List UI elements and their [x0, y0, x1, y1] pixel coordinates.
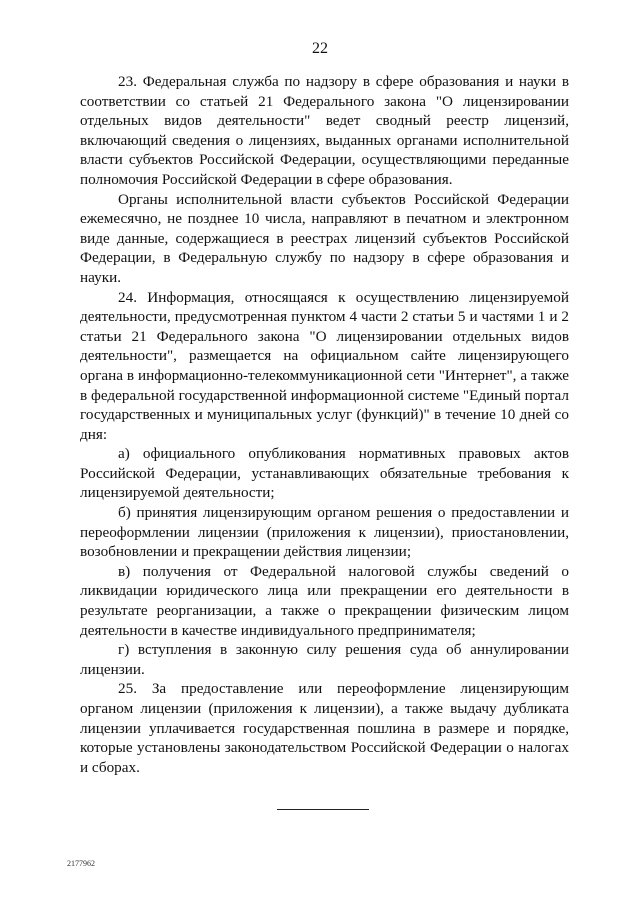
list-item-v: в) получения от Федеральной налоговой службы сведений о ликвидации юридического лица или прекращении его деятельности в результате реорганизации, а также о прекращении физическим лицом деятельности в качестве индивидуального предпринимателя; — [80, 562, 569, 639]
list-item-b: б) принятия лицензирующим органом решения о предоставлении и переоформлении лицензии (приложения к лицензии), приостановлении, возобновлении и прекращении действия лицензии; — [80, 504, 569, 561]
document-id: 2177962 — [67, 859, 95, 868]
paragraph-23: 23. Федеральная служба по надзору в сфере образования и науки в соответствии со статьей 21 Федерального закона "О лицензировании отдельных видов деятельности" ведет сводный реестр лицензий, включающий сведения о лицензиях, выданных органами исполнительной власти субъектов Российской Федерации, осуществляющими переданные полномочия Российской Федерации в сфере образования. — [80, 73, 569, 188]
end-divider — [277, 809, 369, 810]
paragraph-25: 25. За предоставление или переоформление лицензирующим органом лицензии (приложения к лицензии), а также выдачу дубликата лицензии уплачивается государственная пошлина в размере и порядке, которые установлены законодательством Российской Федерации о налогах и сборах. — [80, 680, 569, 776]
page-number: 22 — [312, 40, 328, 57]
document-body — [80, 72, 569, 777]
paragraph-executive-bodies: Органы исполнительной власти субъектов Российской Федерации ежемесячно, не позднее 10 числа, направляют в печатном и электронном виде данные, содержащиеся в реестрах лицензий субъектов Российской Федерации, в Федеральную службу по надзору в сфере образования и науки. — [80, 190, 569, 286]
list-item-a: а) официального опубликования нормативных правовых актов Российской Федерации, устанавливающих обязательные требования к лицензируемой деятельности; — [80, 445, 569, 502]
paragraph-24: 24. Информация, относящаяся к осуществлению лицензируемой деятельности, предусмотренная пунктом 4 части 2 статьи 5 и частями 1 и 2 статьи 21 Федерального закона "О лицензировании отдельных видов деятельности", размещается на официальном сайте лицензирующего органа в информационно-телекоммуникационной сети "Интернет", а также в федеральной государственной информационной системе "Единый портал государственных и муниципальных услуг (функций)" в течение 10 дней со дня: — [80, 288, 569, 443]
list-item-g: г) вступления в законную силу решения суда об аннулировании лицензии. — [80, 641, 569, 678]
